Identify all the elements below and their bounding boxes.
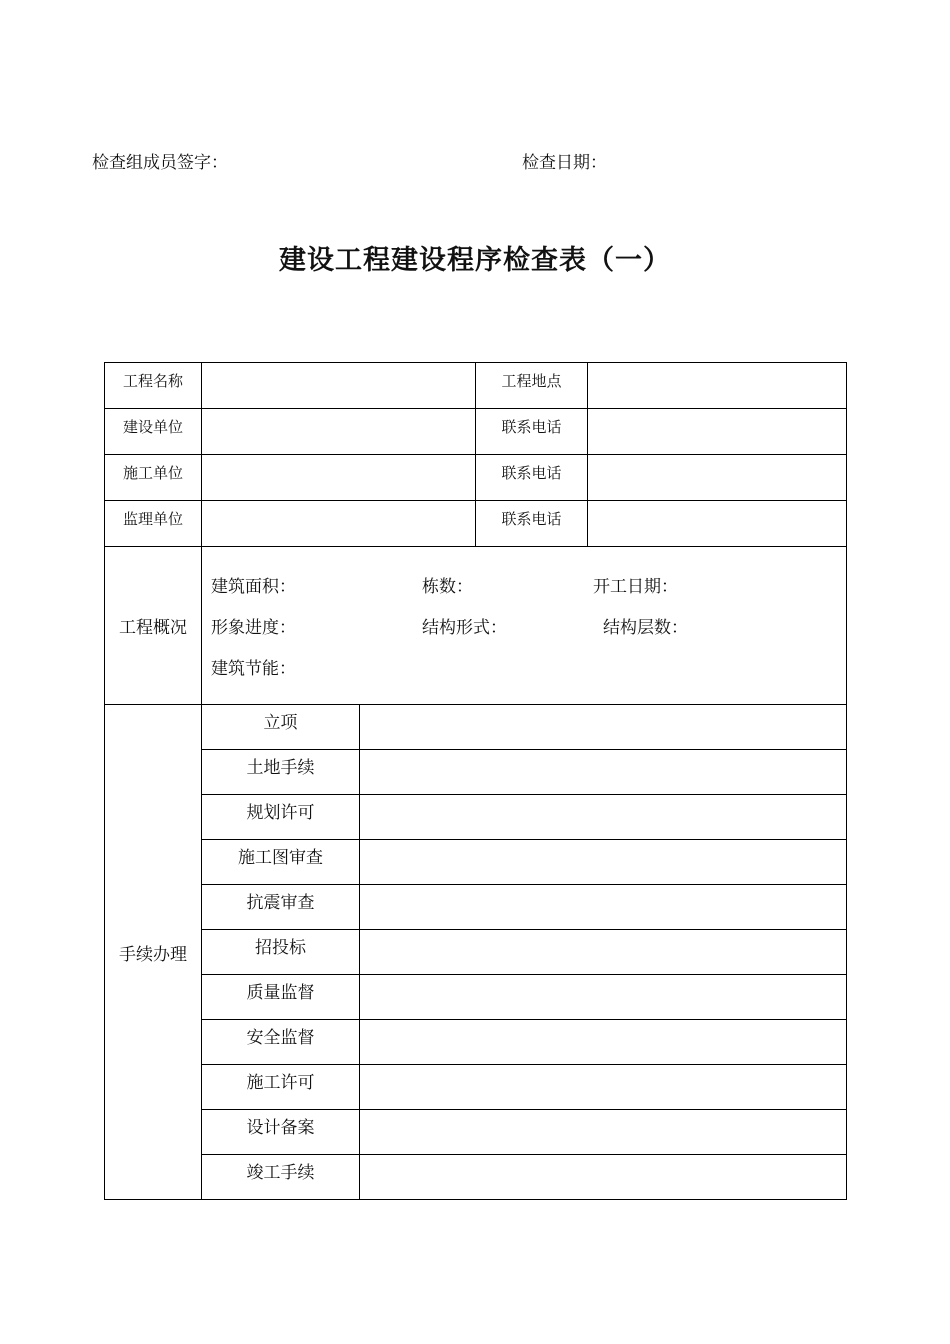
contractor-field[interactable]	[202, 455, 476, 501]
table-row	[105, 1155, 847, 1200]
table-row	[105, 455, 847, 501]
procedure-name: 立项	[202, 705, 360, 750]
construction-unit-phone-field[interactable]	[588, 409, 847, 455]
procedure-name: 土地手续	[202, 750, 360, 795]
table-row	[105, 363, 847, 409]
inspection-date-label: 检查日期：	[522, 153, 607, 173]
procedure-name: 招投标	[202, 930, 360, 975]
procedure-value-field[interactable]	[360, 930, 847, 975]
table-row	[105, 1065, 847, 1110]
procedure-name: 安全监督	[202, 1020, 360, 1065]
procedure-value-field[interactable]	[360, 795, 847, 840]
table-row	[105, 885, 847, 930]
procedure-value-field[interactable]	[360, 1065, 847, 1110]
supervisor-phone-field[interactable]	[588, 501, 847, 547]
construction-unit-phone-label: 联系电话	[476, 409, 588, 455]
table-row	[105, 795, 847, 840]
table-row	[105, 750, 847, 795]
supervisor-field[interactable]	[202, 501, 476, 547]
table-row	[105, 547, 847, 705]
procedure-name: 规划许可	[202, 795, 360, 840]
table-row	[105, 840, 847, 885]
project-location-field[interactable]	[588, 363, 847, 409]
procedure-name: 质量监督	[202, 975, 360, 1020]
procedure-name: 施工许可	[202, 1065, 360, 1110]
procedure-value-field[interactable]	[360, 705, 847, 750]
progress-label: 形象进度：	[211, 618, 296, 638]
procedure-name: 竣工手续	[202, 1155, 360, 1200]
table-row	[105, 409, 847, 455]
procedure-value-field[interactable]	[360, 750, 847, 795]
project-name-label: 工程名称	[105, 363, 202, 409]
contractor-label: 施工单位	[105, 455, 202, 501]
procedure-value-field[interactable]	[360, 1020, 847, 1065]
procedure-value-field[interactable]	[360, 1155, 847, 1200]
table-row	[105, 930, 847, 975]
contractor-phone-label: 联系电话	[476, 455, 588, 501]
overview-content[interactable]	[202, 547, 847, 705]
construction-unit-field[interactable]	[202, 409, 476, 455]
table-row	[105, 1020, 847, 1065]
members-signature-label: 检查组成员签字：	[92, 153, 228, 173]
supervisor-label: 监理单位	[105, 501, 202, 547]
procedure-value-field[interactable]	[360, 840, 847, 885]
document-title: 建设工程建设程序检查表（一）	[279, 245, 671, 276]
procedure-value-field[interactable]	[360, 975, 847, 1020]
project-location-label: 工程地点	[476, 363, 588, 409]
contractor-phone-field[interactable]	[588, 455, 847, 501]
inspection-table	[104, 362, 847, 1200]
procedure-name: 设计备案	[202, 1110, 360, 1155]
building-count-label: 栋数：	[422, 577, 473, 597]
energy-saving-label: 建筑节能：	[211, 659, 296, 679]
structure-type-label: 结构形式：	[422, 618, 507, 638]
overview-label: 工程概况	[105, 547, 202, 705]
building-area-label: 建筑面积：	[211, 577, 296, 597]
structure-floors-label: 结构层数：	[603, 618, 688, 638]
table-row	[105, 501, 847, 547]
table-row	[105, 1110, 847, 1155]
start-date-label: 开工日期：	[593, 577, 678, 597]
procedure-name: 抗震审查	[202, 885, 360, 930]
procedures-label: 手续办理	[105, 705, 202, 1200]
table-row	[105, 705, 847, 750]
project-name-field[interactable]	[202, 363, 476, 409]
table-row	[105, 975, 847, 1020]
procedure-value-field[interactable]	[360, 885, 847, 930]
procedure-value-field[interactable]	[360, 1110, 847, 1155]
supervisor-phone-label: 联系电话	[476, 501, 588, 547]
procedure-name: 施工图审查	[202, 840, 360, 885]
construction-unit-label: 建设单位	[105, 409, 202, 455]
